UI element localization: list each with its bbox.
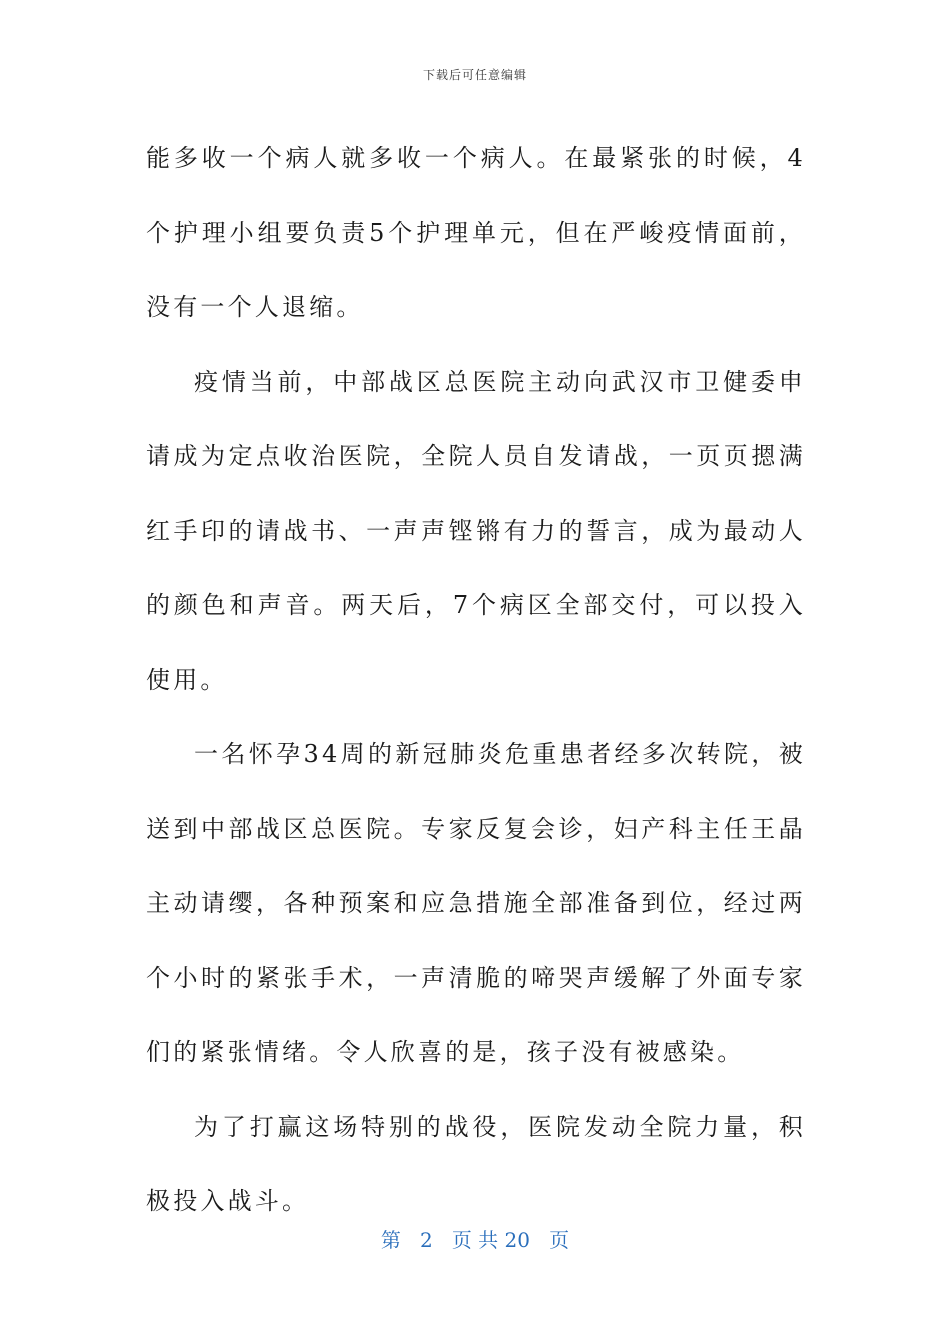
paragraph-2: 疫情当前，中部战区总医院主动向武汉市卫健委申请成为定点收治医院，全院人员自发请战，一页页摁满红手印的请战书、一声声铿锵有力的誓言，成为最动人的颜色和声音。两天后，7个病区全部交付，可以投入使用。 xyxy=(146,367,806,694)
footer-total-pages: 20 xyxy=(504,1228,530,1252)
page-footer xyxy=(0,1224,950,1253)
paragraph-4: 为了打赢这场特别的战役，医院发动全院力量，积极投入战斗。 xyxy=(146,1112,806,1215)
footer-current-page: 2 xyxy=(420,1228,433,1252)
footer-suffix: 页 xyxy=(549,1228,570,1252)
footer-middle: 页 共 xyxy=(451,1228,499,1252)
paragraph-1: 能多收一个病人就多收一个病人。在最紧张的时候，4个护理小组要负责5个护理单元，但在严峻疫情面前，没有一个人退缩。 xyxy=(146,144,806,321)
paragraph-3: 一名怀孕34周的新冠肺炎危重患者经多次转院，被送到中部战区总医院。专家反复会诊，妇产科主任王晶主动请缨，各种预案和应急措施全部准备到位，经过两个小时的紧张手术，一声清脆的啼哭声缓解了外面专家们的紧张情绪。令人欣喜的是，孩子没有被感染。 xyxy=(146,740,806,1066)
page-header-note: 下载后可任意编辑 xyxy=(422,68,527,82)
document-body xyxy=(146,121,806,1239)
footer-prefix: 第 xyxy=(380,1228,401,1252)
